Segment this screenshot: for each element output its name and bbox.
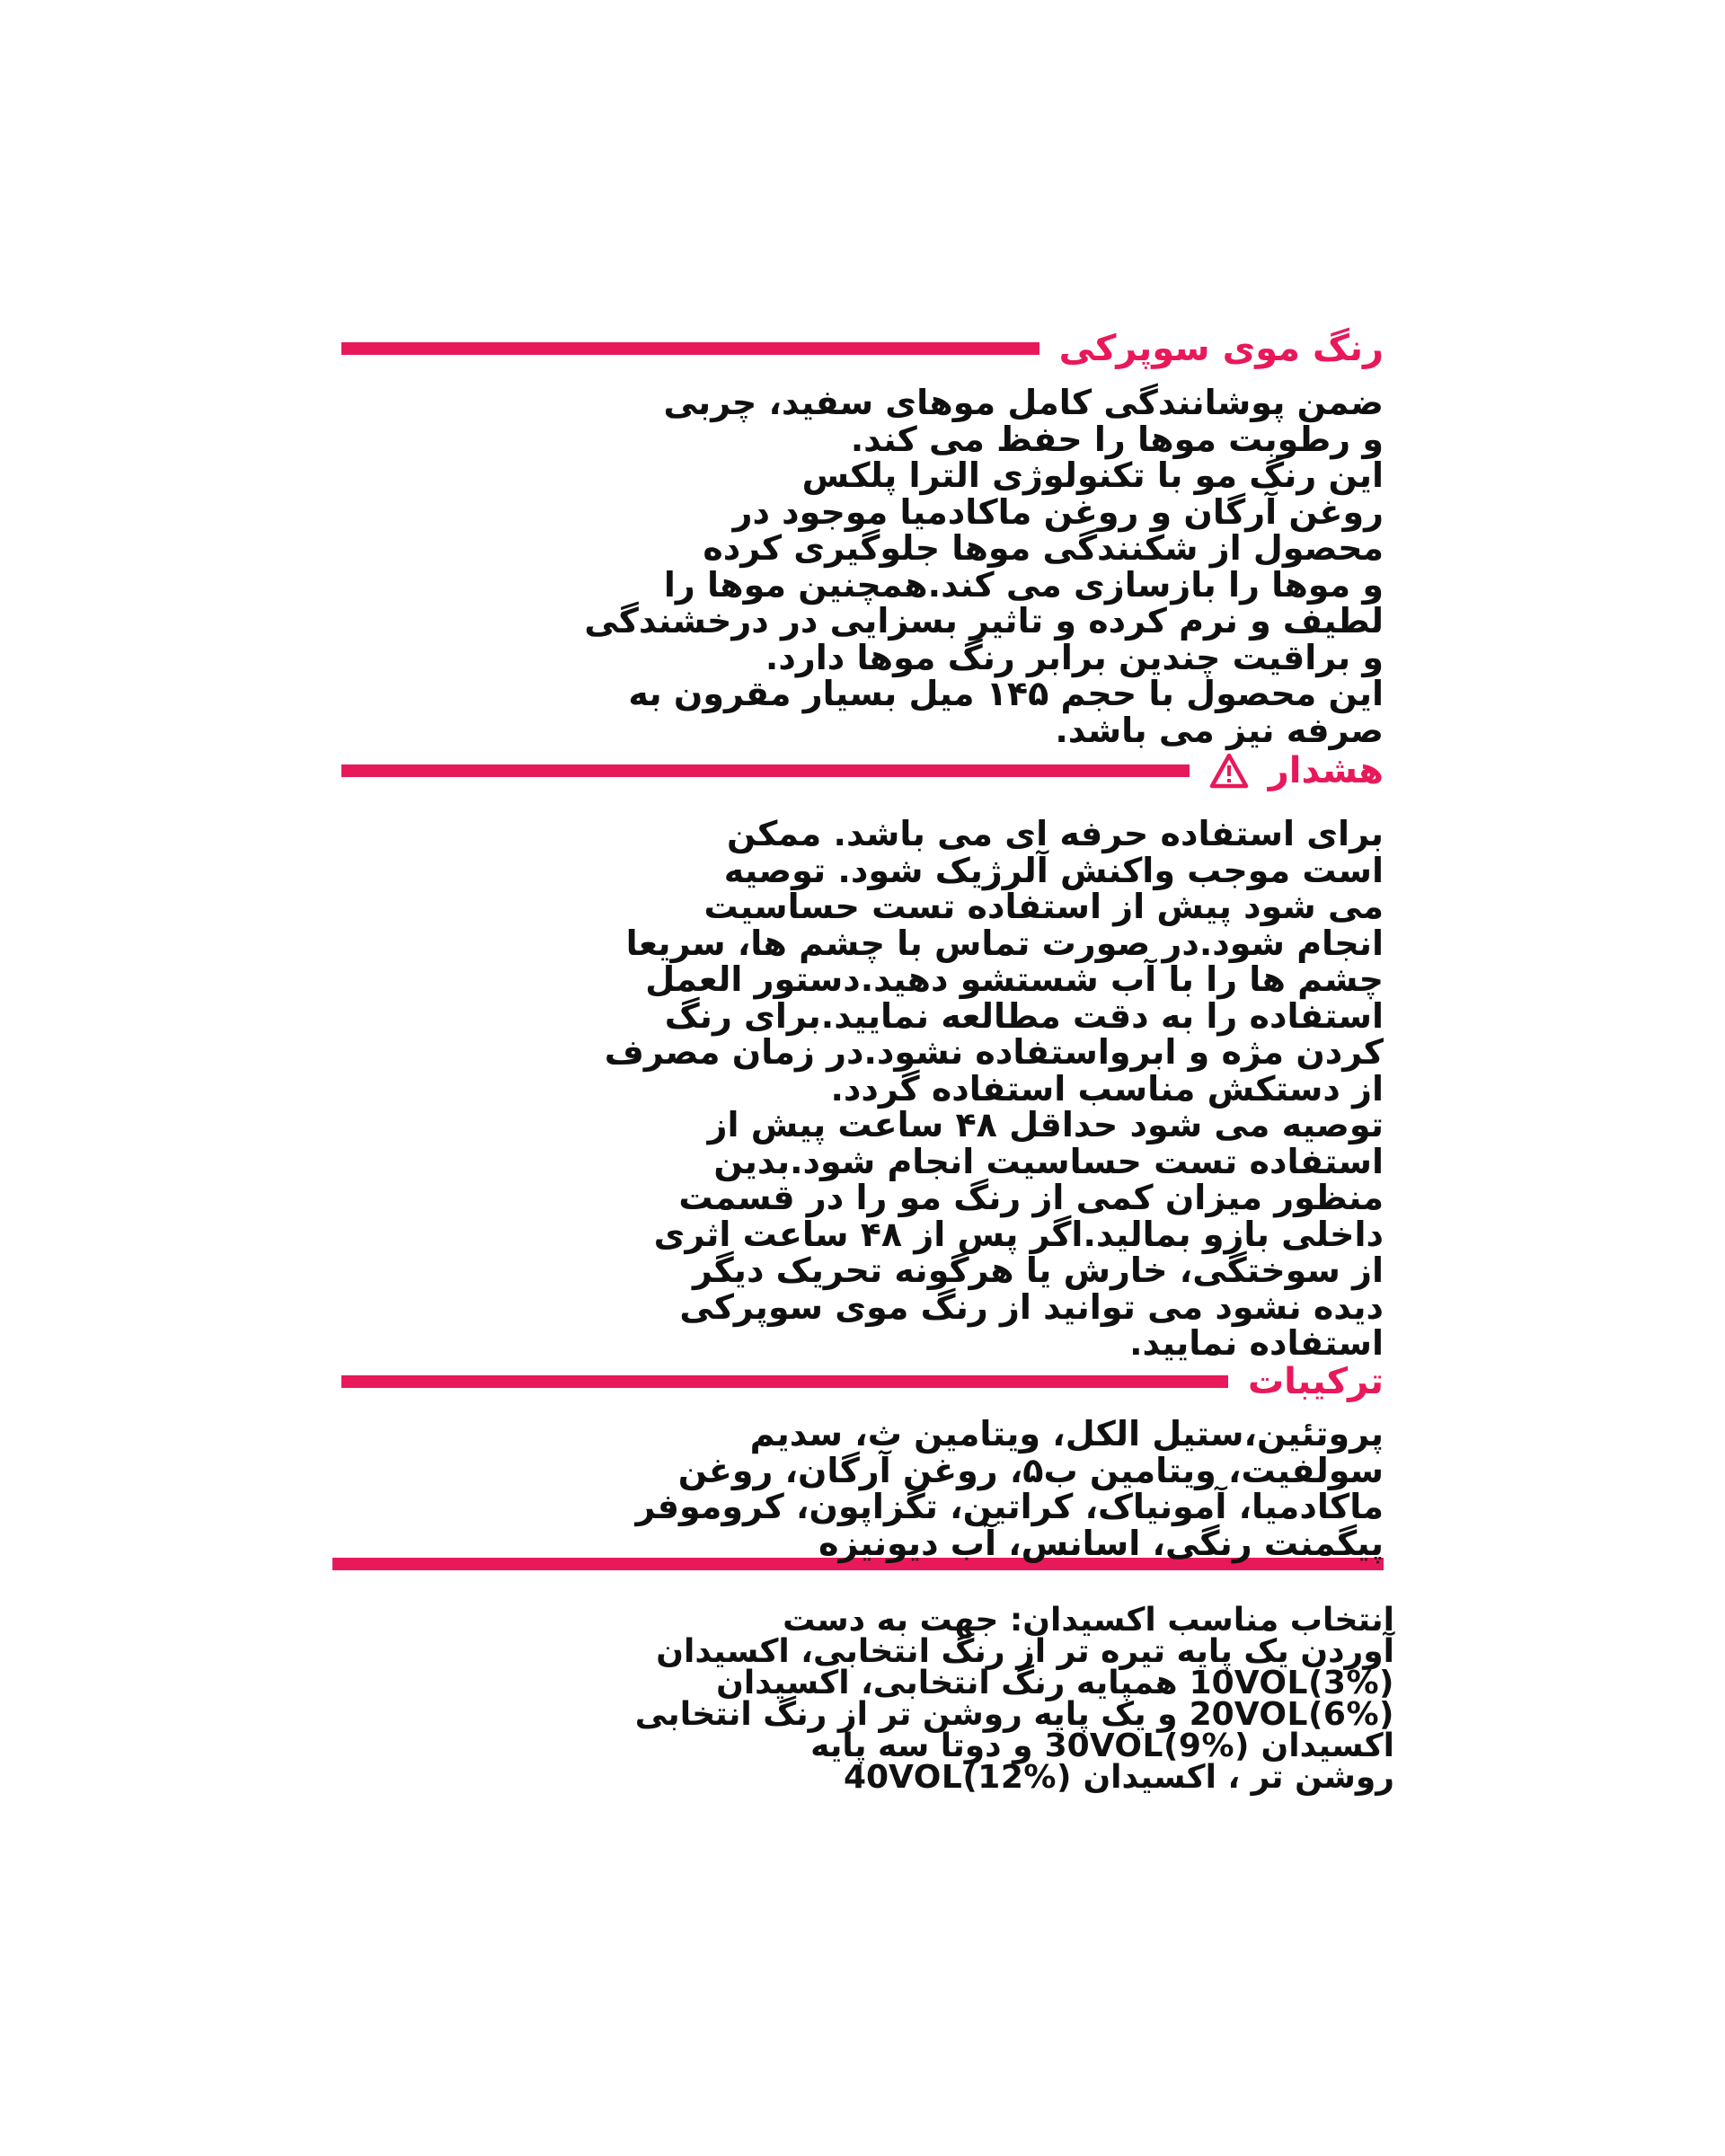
section-title: رنگ موی سوپرکی xyxy=(1058,328,1384,369)
section-body: برای استفاده حرفه ای می باشد. ممکن است موجب واکنش آلرژیک شود. توصیه می شود پیش از استفاده تست حساسیت انجام شود.در صورت تماس با چشم ها، سریعا چشم ها را با آب شستشو دهید.دستور العمل استفاده را به دقت مطالعه نمایید.برای رنگ کردن مژه و ابرواستفاده نشود.در زمان مصرف از دستکش مناسب استفاده گردد. توصیه می شود حداقل ۴۸ ساعت پیش از استفاده تست حساسیت انجام شود.بدین منظور میزان کمی از رنگ مو را در قسمت داخلی بازو بمالید.اگر پس از ۴۸ ساعت اثری از سوختگی، خارش یا هرگونه تحریک دیگر دیده نشود می توانید از رنگ موی سوپرکی استفاده نمایید. xyxy=(604,814,1384,1363)
warning-icon xyxy=(1209,753,1249,789)
section-divider-bar xyxy=(341,764,1190,777)
section-warning xyxy=(341,746,1384,1363)
section-title: ترکیبات xyxy=(1247,1361,1384,1402)
section-ingredients xyxy=(341,1356,1384,1563)
section-body: ضمن پوشانندگی کامل موهای سفید، چربی و رطوبت موها را حفظ می کند. این رنگ مو با تکنولوژی الترا پلکس روغن آرگان و روغن ماکادمیا موجود در محصول از شکنندگی موها جلوگیری کرده و موها را بازسازی می کند.همچنین موها را لطیف و نرم کرده و تاثیر بسزایی در درخشندگی و براقیت چندین برابر رنگ موها دارد. این محصول با حجم ۱۴۵ میل بسیار مقرون به صرفه نیز می باشد. xyxy=(584,383,1384,750)
section-body: پروتئین،ستیل الکل، ویتامین ث، سدیم سولفیت، ویتامین ب۵، روغن آرگان، روغن ماکادمیا، آمونیاک، کراتین، تگزاپون، کروموفر پیگمنت رنگی، اسانس، آب دیونیزه xyxy=(635,1414,1384,1563)
section-title: هشدار xyxy=(1268,750,1384,791)
section-header xyxy=(341,1356,1384,1407)
section-oxidant-selection xyxy=(341,1558,1394,1796)
section-header xyxy=(341,323,1384,374)
section-header xyxy=(341,746,1384,796)
product-info-panel xyxy=(341,323,1394,1796)
section-divider-bar xyxy=(341,342,1039,355)
section-body: انتخاب مناسب اکسیدان: جهت به دست آوردن یک پایه تیره تر از رنگ انتخابی، اکسیدان 10VOL(3%) همپایه رنگ انتخابی، اکسیدان 20VOL(6%) و یک پایه روشن تر از رنگ انتخابی اکسیدان 30VOL(9%) و دوتا سه پایه روشن تر ، اکسیدان 40VOL(12%) xyxy=(634,1602,1394,1796)
section-product-description xyxy=(341,323,1384,750)
section-divider-bar xyxy=(341,1375,1228,1388)
